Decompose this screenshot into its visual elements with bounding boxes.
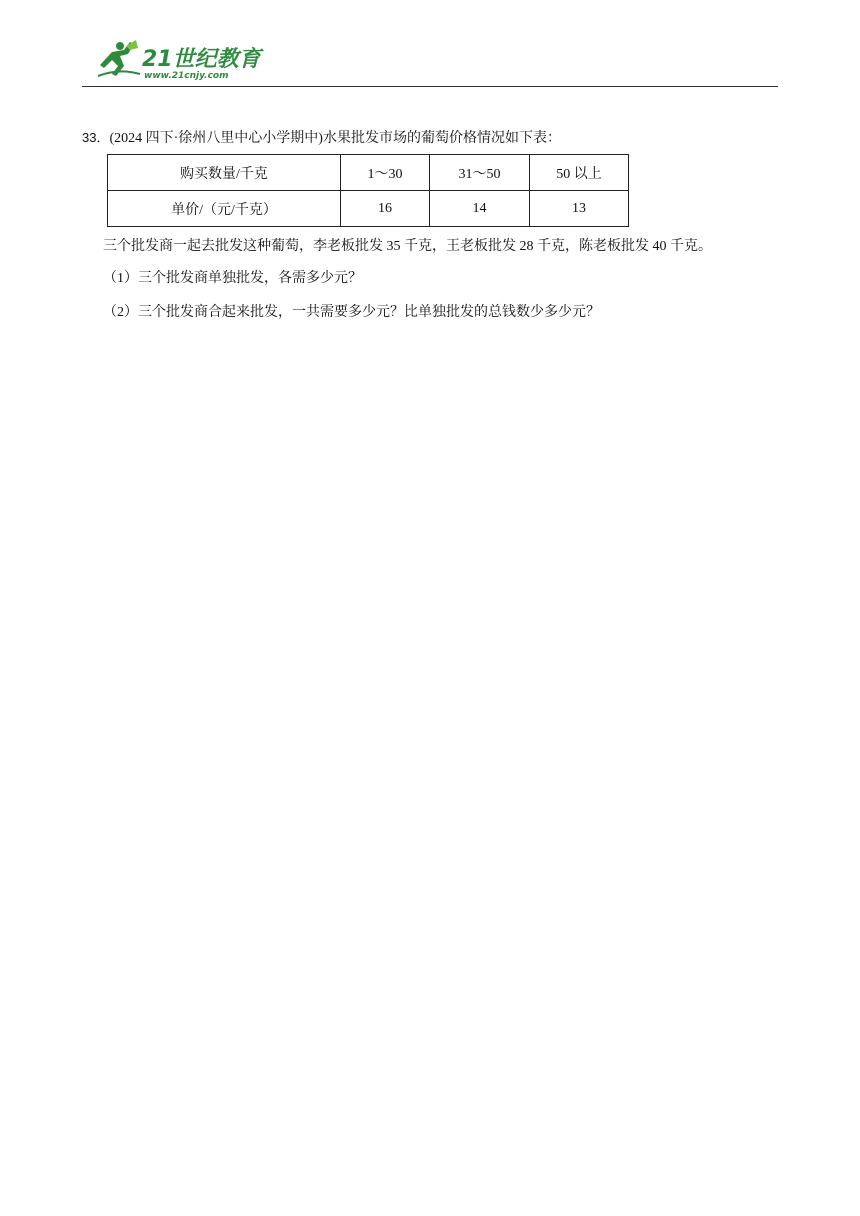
sub-question-1: （1）三个批发商单独批发，各需多少元？: [103, 271, 362, 286]
question-source: (2024 四下·徐州八里中心小学期中): [109, 131, 323, 146]
problem-body-text: 三个批发商一起去批发这种葡萄，李老板批发 35 千克，王老板批发 28 千克，陈老板批发 40 千克。: [103, 239, 712, 254]
sub-question-2: （2）三个批发商合起来批发，一共需要多少元？比单独批发的总钱数少多少元？: [103, 305, 600, 320]
table-cell: 1～30: [341, 155, 430, 191]
table-cell: 14: [430, 191, 530, 227]
page-header: [82, 38, 778, 87]
table-cell: 16: [341, 191, 430, 227]
price-table: [107, 154, 629, 227]
table-cell: 单价/（元/千克）: [108, 191, 341, 227]
table-row: [108, 155, 629, 191]
table-cell: 31～50: [430, 155, 530, 191]
question-stem: 水果批发市场的葡萄价格情况如下表：: [322, 131, 561, 146]
question-line: [82, 128, 561, 149]
runner-logo-icon: [90, 38, 265, 84]
table-row: [108, 191, 629, 227]
table-cell: 购买数量/千克: [108, 155, 341, 191]
logo-brand-text: 21世纪教育: [142, 47, 261, 72]
table-cell: 13: [530, 191, 629, 227]
site-logo: [90, 38, 265, 84]
logo-url-text: www.21cnjy.com: [144, 71, 229, 81]
question-number: 33．: [82, 130, 110, 145]
table-cell: 50 以上: [530, 155, 629, 191]
